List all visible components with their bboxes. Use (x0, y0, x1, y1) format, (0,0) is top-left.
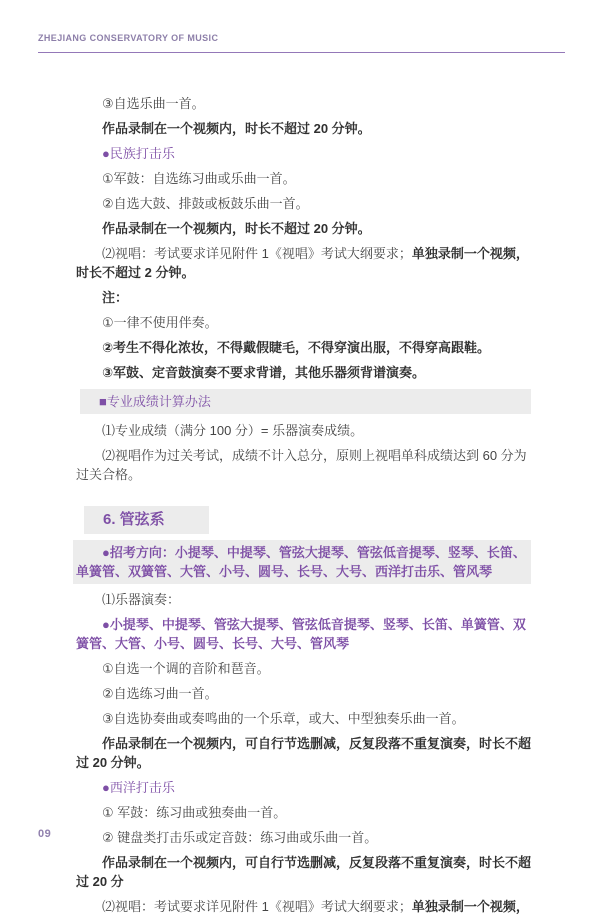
text-segment: ① 军鼓：练习曲或独奏曲一首。 (102, 805, 287, 820)
document-body (76, 88, 531, 922)
text-segment: ② 键盘类打击乐或定音鼓：练习曲或乐曲一首。 (102, 830, 378, 845)
text-segment: 6. 管弦系 (103, 511, 165, 528)
text-segment: ⑴专业成绩（满分 100 分）= 乐器演奏成绩。 (102, 423, 364, 438)
text-segment: ⑴乐器演奏： (102, 592, 181, 607)
text-segment: ●招考方向：小提琴、中提琴、管弦大提琴、管弦低音提琴、竖琴、长笛、单簧管、双簧管、大管、小号、圆号、长号、大号、西洋打击乐、管风琴 (76, 545, 526, 579)
text-segment: ①自选一个调的音阶和琶音。 (102, 661, 270, 676)
text-segment: ①军鼓：自选练习曲或乐曲一首。 (102, 171, 296, 186)
paragraph (76, 363, 531, 382)
text-segment: 作品录制在一个视频内，可自行节选删减，反复段落不重复演奏，时长不超过 20 分钟。 (76, 736, 532, 770)
text-segment: 作品录制在一个视频内，可自行节选删减，反复段落不重复演奏，时长不超过 20 分 (76, 855, 532, 889)
paragraph (76, 219, 531, 238)
text-segment: 单独录制一个视频， (411, 899, 529, 914)
section-bar (80, 389, 531, 414)
text-segment: ■专业成绩计算办法 (99, 394, 211, 409)
header-title: ZHEJIANG CONSERVATORY OF MUSIC (38, 33, 219, 43)
text-segment: ①一律不使用伴奏。 (102, 315, 218, 330)
text-segment: ③军鼓、定音鼓演奏不要求背谱，其他乐器须背谱演奏。 (102, 365, 426, 380)
paragraph (76, 169, 531, 188)
text-segment: ⑵视唱：考试要求详见附件 1《视唱》考试大纲要求； (102, 246, 412, 261)
text-segment: 作品录制在一个视频内，时长不超过 20 分钟。 (102, 221, 371, 236)
paragraph (76, 421, 531, 440)
text-segment: ②考生不得化浓妆，不得戴假睫毛，不得穿演出服，不得穿高跟鞋。 (102, 340, 491, 355)
page-number: 09 (38, 828, 52, 840)
paragraph (76, 194, 531, 213)
section-title (84, 506, 209, 534)
text-segment: ②自选大鼓、排鼓或板鼓乐曲一首。 (102, 196, 309, 211)
text-segment: ⑵视唱作为过关考试，成绩不计入总分，原则上视唱单科成绩达到 60 分为过关合格。 (76, 448, 527, 482)
text-segment: ②自选练习曲一首。 (102, 686, 218, 701)
paragraph (76, 828, 531, 847)
paragraph (76, 590, 531, 609)
paragraph (76, 803, 531, 822)
text-segment: 作品录制在一个视频内，时长不超过 20 分钟。 (102, 121, 371, 136)
paragraph (76, 119, 531, 138)
admission-directions-block (73, 540, 531, 584)
paragraph (76, 897, 531, 916)
bullet-subheading (76, 778, 531, 797)
paragraph (76, 709, 531, 728)
paragraph (76, 244, 531, 282)
paragraph (76, 446, 531, 484)
paragraph (76, 94, 531, 113)
paragraph (76, 338, 531, 357)
paragraph (76, 853, 531, 891)
instrument-list (76, 615, 531, 653)
text-segment: 单独录制一个视频，时长不超过 2 分钟。 (76, 246, 529, 280)
paragraph (76, 313, 531, 332)
text-segment: ●西洋打击乐 (102, 780, 175, 795)
text-segment: ⑵视唱：考试要求详见附件 1《视唱》考试大纲要求； (102, 899, 412, 914)
text-segment: ③自选协奏曲或奏鸣曲的一个乐章，或大、中型独奏乐曲一首。 (102, 711, 465, 726)
paragraph (76, 659, 531, 678)
text-segment: 注： (102, 290, 129, 305)
bullet-subheading (76, 144, 531, 163)
paragraph (76, 684, 531, 703)
paragraph (76, 734, 531, 772)
text-segment: ●小提琴、中提琴、管弦大提琴、管弦低音提琴、竖琴、长笛、单簧管、双簧管、大管、小号、圆号、长号、大号、管风琴 (76, 617, 526, 651)
paragraph (76, 288, 531, 307)
page-header (38, 33, 565, 53)
text-segment: ●民族打击乐 (102, 146, 175, 161)
text-segment: ③自选乐曲一首。 (102, 96, 205, 111)
